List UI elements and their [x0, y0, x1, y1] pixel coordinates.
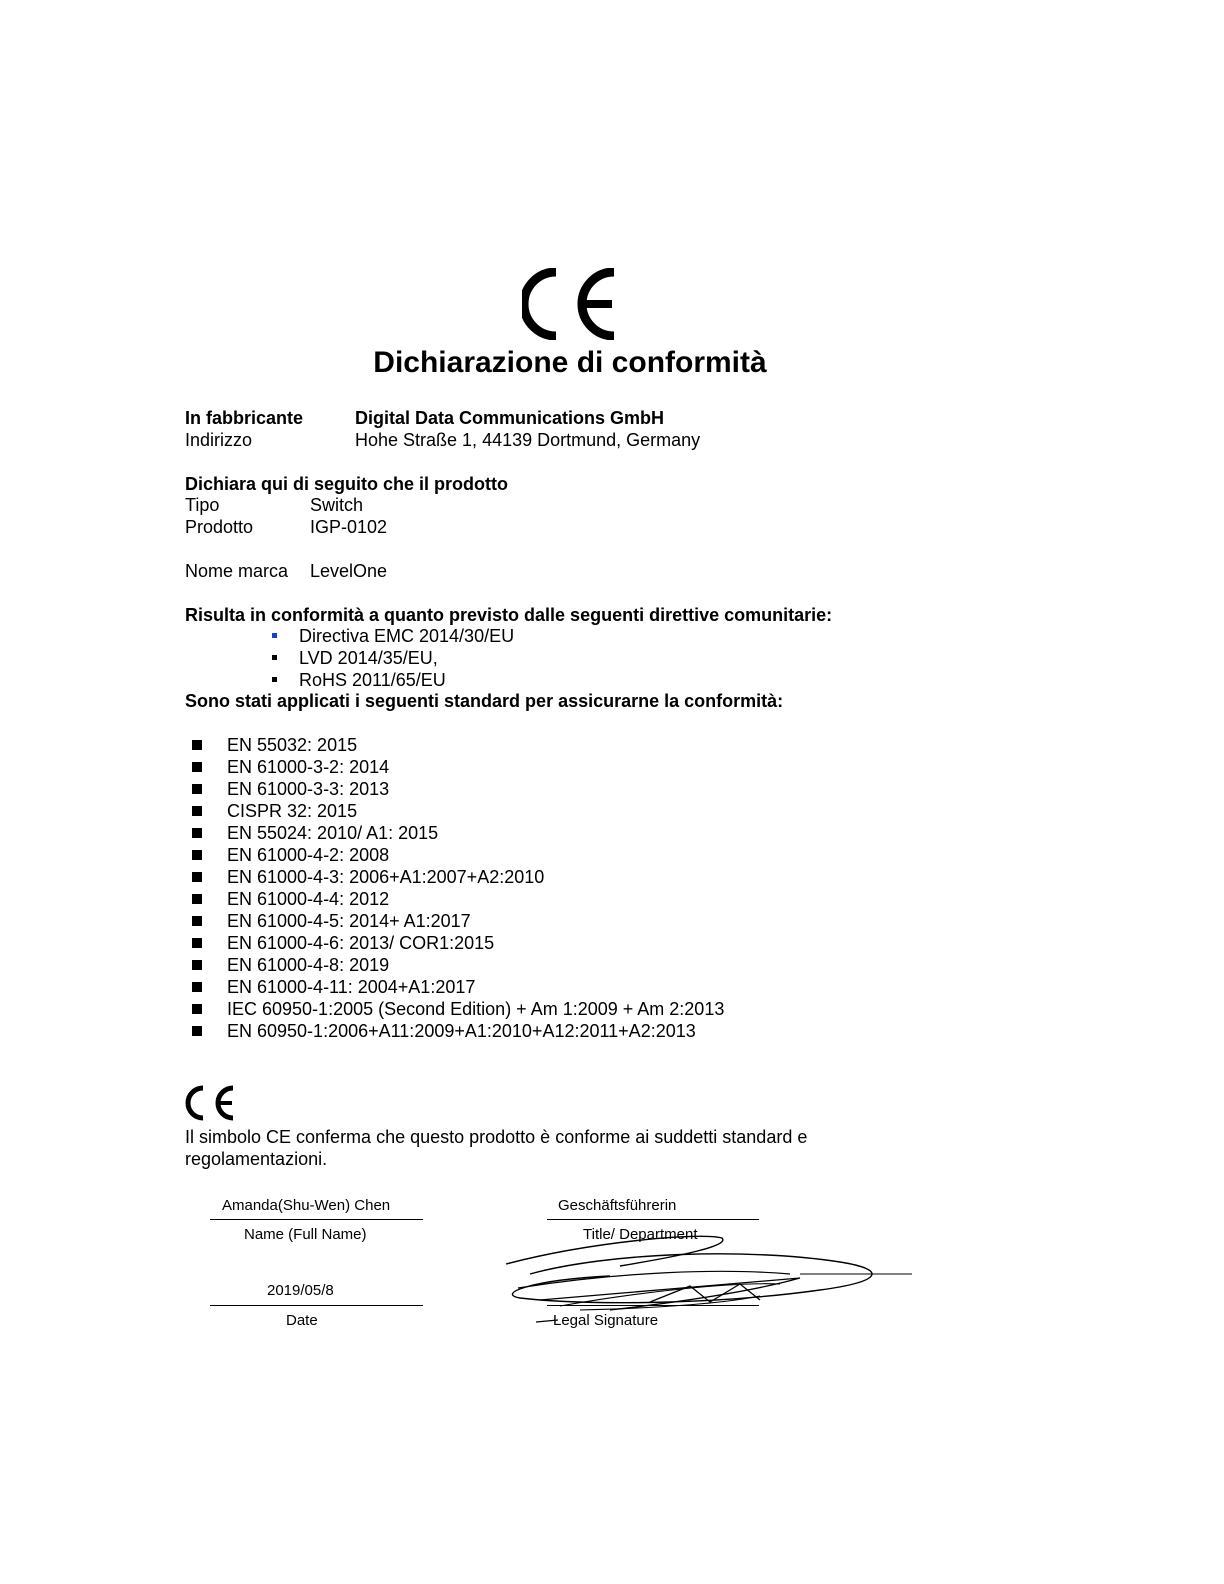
standard-item: EN 60950-1:2006+A11:2009+A1:2010+A12:2011+A2:2013 — [227, 1021, 696, 1041]
address-value: Hohe Straße 1, 44139 Dortmund, Germany — [355, 430, 701, 450]
standard-item: EN 61000-4-2: 2008 — [227, 845, 390, 865]
bullet-icon — [192, 828, 202, 838]
standard-item: EN 61000-3-3: 2013 — [227, 779, 390, 799]
bullet-icon — [192, 762, 202, 772]
standard-item: EN 61000-4-3: 2006+A1:2007+A2:2010 — [227, 867, 545, 887]
directive-item: Directiva EMC 2014/30/EU — [299, 626, 515, 646]
signature-label: Legal Signature — [553, 1312, 659, 1329]
bullet-icon — [192, 784, 202, 794]
directive-item: LVD 2014/35/EU, — [299, 648, 438, 668]
bullet-icon — [272, 677, 277, 682]
ce-mark-small-logo — [185, 1085, 237, 1121]
bullet-icon — [192, 1004, 202, 1014]
standard-item: EN 61000-4-11: 2004+A1:2017 — [227, 977, 476, 997]
bullet-icon — [192, 916, 202, 926]
directive-item: RoHS 2011/65/EU — [299, 670, 446, 690]
standard-item: EN 61000-4-5: 2014+ A1:2017 — [227, 911, 471, 931]
standard-item: EN 61000-4-6: 2013/ COR1:2015 — [227, 933, 495, 953]
bullet-icon — [272, 655, 277, 660]
handwritten-signature — [500, 1222, 920, 1332]
product-heading: Dichiara qui di seguito che il prodotto — [185, 474, 509, 494]
document-title: Dichiarazione di conformità — [373, 346, 767, 379]
standard-item: EN 61000-4-4: 2012 — [227, 889, 390, 909]
product-value: IGP-0102 — [310, 517, 388, 537]
manufacturer-label: In fabbricante — [185, 408, 304, 428]
standard-item: CISPR 32: 2015 — [227, 801, 358, 821]
name-label: Name (Full Name) — [244, 1226, 367, 1243]
bullet-icon — [192, 960, 202, 970]
ce-statement-line2: regolamentazioni. — [185, 1149, 328, 1169]
bullet-icon — [192, 806, 202, 816]
name-underline — [210, 1219, 423, 1220]
signer-title: Geschäftsführerin — [558, 1197, 677, 1214]
standards-heading: Sono stati applicati i seguenti standard per assicurarne la conformità: — [185, 691, 784, 711]
bullet-icon — [192, 740, 202, 750]
signing-date: 2019/05/8 — [267, 1282, 334, 1299]
title-label: Title/ Department — [583, 1226, 698, 1243]
bullet-icon — [192, 850, 202, 860]
date-underline — [210, 1305, 423, 1306]
type-label: Tipo — [185, 495, 220, 515]
standard-item: EN 55024: 2010/ A1: 2015 — [227, 823, 439, 843]
standard-item: EN 55032: 2015 — [227, 735, 358, 755]
standard-item: EN 61000-3-2: 2014 — [227, 757, 390, 777]
bullet-icon — [192, 982, 202, 992]
standard-item: IEC 60950-1:2005 (Second Edition) + Am 1:2009 + Am 2:2013 — [227, 999, 725, 1019]
directives-heading: Risulta in conformità a quanto previsto dalle seguenti direttive comunitarie: — [185, 605, 833, 625]
bullet-icon — [192, 894, 202, 904]
bullet-icon — [192, 1026, 202, 1036]
product-label: Prodotto — [185, 517, 254, 537]
date-label: Date — [286, 1312, 318, 1329]
standard-item: EN 61000-4-8: 2019 — [227, 955, 390, 975]
brand-label: Nome marca — [185, 561, 289, 581]
type-value: Switch — [310, 495, 364, 515]
ce-statement-line1: Il simbolo CE conferma che questo prodotto è conforme ai suddetti standard e — [185, 1127, 808, 1147]
bullet-icon — [192, 938, 202, 948]
signer-name: Amanda(Shu-Wen) Chen — [222, 1197, 391, 1214]
manufacturer-value: Digital Data Communications GmbH — [355, 408, 665, 428]
ce-mark-logo — [522, 268, 622, 340]
bullet-icon — [192, 872, 202, 882]
brand-value: LevelOne — [310, 561, 388, 581]
bullet-icon — [272, 633, 277, 638]
title-underline — [547, 1219, 759, 1220]
address-label: Indirizzo — [185, 430, 253, 450]
